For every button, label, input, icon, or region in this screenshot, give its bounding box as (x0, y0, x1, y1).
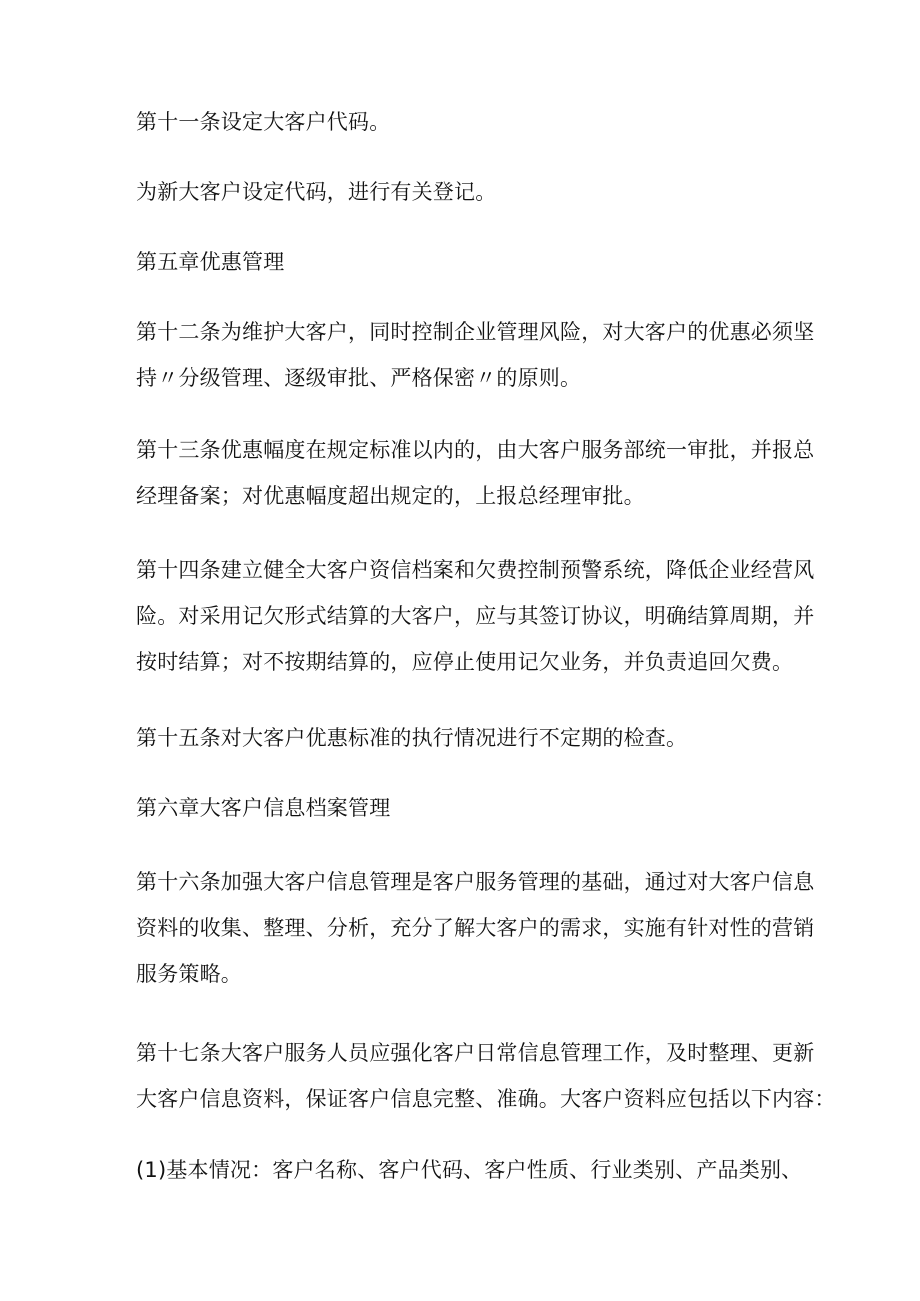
article-13 (136, 427, 815, 519)
article-16 (136, 859, 815, 997)
text-line: 第十四条建立健全大客户资信档案和欠费控制预警系统，降低企业经营风 (136, 558, 815, 582)
article-14 (136, 547, 815, 685)
text-line: 为新大客户设定代码，进行有关登记。 (136, 180, 497, 204)
article-12 (136, 309, 815, 401)
text-line: 第十七条大客户服务人员应强化客户日常信息管理工作，及时整理、更新 (136, 1041, 815, 1065)
article-15 (136, 715, 796, 761)
text-line: 服务策略。 (136, 962, 242, 986)
text-line: 第十三条优惠幅度在规定标准以内的，由大客户服务部统一审批，并报总 (136, 438, 815, 462)
article-11-detail (136, 169, 796, 215)
text-line: 第十二条为维护大客户，同时控制企业管理风险，对大客户的优惠必须坚 (136, 320, 815, 344)
chapter-6-heading (136, 785, 796, 831)
text-line: 第十六条加强大客户信息管理是客户服务管理的基础，通过对大客户信息 (136, 870, 815, 894)
text-line: 经理备案；对优惠幅度超出规定的，上报总经理审批。 (136, 484, 645, 508)
text-line: 险。对采用记欠形式结算的大客户，应与其签订协议，明确结算周期，并 (136, 604, 815, 628)
text-line: 第五章优惠管理 (136, 250, 285, 274)
article-17 (136, 1030, 836, 1122)
text-line: 资料的收集、整理、分析，充分了解大客户的需求，实施有针对性的营销 (136, 916, 815, 940)
text-line: 大客户信息资料，保证客户信息完整、准确。大客户资料应包括以下内容： (136, 1087, 836, 1111)
text-line: 按时结算；对不按期结算的，应停止使用记欠业务，并负责追回欠费。 (136, 650, 794, 674)
text-line: 第六章大客户信息档案管理 (136, 796, 391, 820)
text-line: 第十一条设定大客户代码。 (136, 110, 391, 134)
list-item-basic-info (136, 1147, 803, 1193)
text-line: 第十五条对大客户优惠标准的执行情况进行不定期的检查。 (136, 726, 688, 750)
text-line: 持〃分级管理、逐级审批、严格保密〃的原则。 (136, 366, 582, 390)
chapter-5-heading (136, 239, 796, 285)
article-11 (136, 99, 796, 145)
text-line: (1)基本情况：客户名称、客户代码、客户性质、行业类别、产品类别、 (136, 1158, 803, 1182)
